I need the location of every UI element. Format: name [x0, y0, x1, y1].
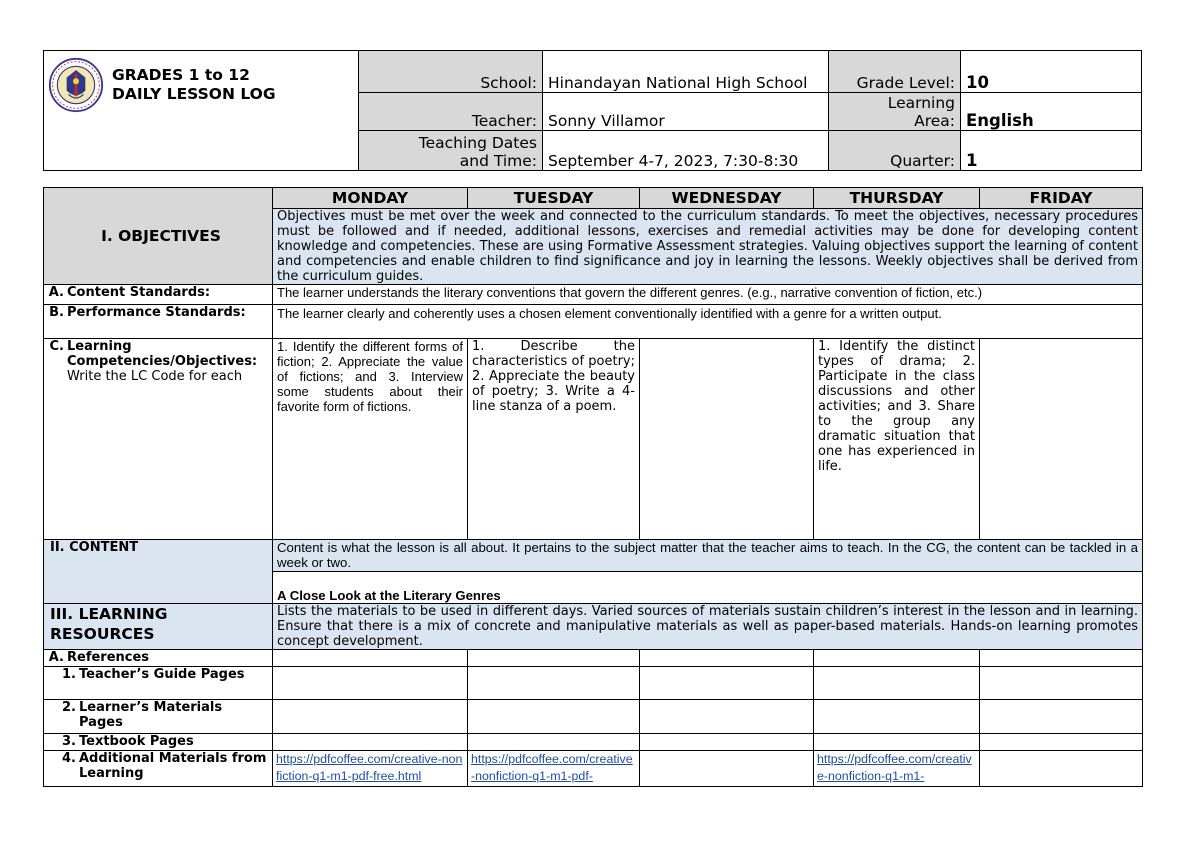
learners-materials-text: Learner’s Materials Pages [79, 700, 223, 730]
learners-materials-num: 2. [62, 700, 76, 715]
grade-level-value: 10 [961, 51, 1142, 93]
textbook-pages-text: Textbook Pages [79, 734, 194, 749]
textbook-wednesday [640, 734, 814, 751]
references-tuesday [468, 650, 640, 667]
content-description: Content is what the lesson is all about. It pertains to the subject matter that the teacher aims to teach. In the CG, the content can be tackled in a week or two. [273, 540, 1143, 572]
content-standards-text: The learner understands the literary conventions that govern the different genres. (e.g., narrative convention of fiction, etc.) [273, 285, 1143, 305]
learners-materials-friday [980, 700, 1143, 734]
teachers-guide-monday [273, 667, 468, 700]
pdfcoffee-link-thursday[interactable]: https://pdfcoffee.com/creative-nonfiction-q1-m1- [817, 752, 972, 783]
day-monday: MONDAY [273, 188, 468, 209]
lc-thursday [814, 339, 980, 540]
additional-materials-wednesday [640, 751, 814, 787]
learners-materials-thursday [814, 700, 980, 734]
references-thursday [814, 650, 980, 667]
lc-tuesday-text: 1. Describe the characteristics of poetry; 2. Appreciate the beauty of poetry; 3. Write a 4-line stanza of a poem. [472, 339, 635, 414]
school-value: Hinandayan National High School [543, 51, 829, 93]
references-wednesday [640, 650, 814, 667]
content-heading: II. CONTENT [44, 540, 273, 604]
lc-wednesday [640, 339, 814, 540]
teacher-value: Sonny Villamor [543, 93, 829, 131]
additional-materials-tuesday [468, 751, 640, 787]
lc-thursday-text: 1. Identify the distinct types of drama; 2. Participate in the class discussions and other activities; and 3. Share to the group any dramatic situation that one has experienced in life. [818, 339, 975, 474]
performance-standards-label [44, 305, 273, 339]
lc-note: Write the LC Code for each [67, 369, 243, 384]
resources-description: Lists the materials to be used in different days. Varied sources of materials sustain children’s interest in the lesson and in learning. Ensure that there is a mix of concrete and manipulative materials as well as paper-based materials. Hands-on learning promotes concept development. [273, 604, 1143, 650]
school-label: School: [359, 51, 543, 93]
logo-title-cell [44, 51, 359, 171]
additional-materials-monday [273, 751, 468, 787]
pdfcoffee-link-tuesday[interactable]: https://pdfcoffee.com/creative-nonfiction-q1-m1-pdf- [471, 752, 633, 783]
day-thursday: THURSDAY [814, 188, 980, 209]
teachers-guide-label [44, 667, 273, 700]
quarter-value: 1 [961, 131, 1142, 171]
learners-materials-label [44, 700, 273, 734]
performance-letter: B. [49, 305, 64, 320]
lc-monday [273, 339, 468, 540]
deped-seal-icon [48, 57, 104, 113]
lc-monday-text: 1. Identify the different forms of fiction; 2. Appreciate the value of fictions; and 3. Interview some students about their favorite form of fictions. [277, 339, 463, 414]
grade-level-label: Grade Level: [829, 51, 961, 93]
lc-letter: C. [49, 339, 64, 354]
teaching-dates-value: September 4-7, 2023, 7:30-8:30 [543, 131, 829, 171]
additional-materials-friday [980, 751, 1143, 787]
title-line-1: GRADES 1 to 12 [112, 66, 250, 84]
teacher-label: Teacher: [359, 93, 543, 131]
references-letter: A. [48, 650, 64, 665]
references-label [44, 650, 273, 667]
additional-materials-label [44, 751, 273, 787]
header-table [43, 50, 1142, 171]
references-monday [273, 650, 468, 667]
objectives-description: Objectives must be met over the week and connected to the curriculum standards. To meet the objectives, necessary procedures must be followed and if needed, additional lessons, exercises and remedial activities may be done for developing content knowledge and competencies. These are using Formative Assessment strategies. Valuing objectives support the learning of content and competencies and enable children to find significance and joy in learning the lessons. Weekly objectives shall be derived from the curriculum guides. [273, 209, 1143, 285]
lesson-table [43, 187, 1143, 787]
lc-tuesday [468, 339, 640, 540]
teachers-guide-thursday [814, 667, 980, 700]
pdfcoffee-link-monday[interactable]: https://pdfcoffee.com/creative-nonfiction-q1-m1-pdf-free.html [276, 752, 463, 783]
textbook-pages-label [44, 734, 273, 751]
textbook-pages-num: 3. [62, 734, 76, 749]
additional-materials-num: 4. [62, 751, 76, 766]
lc-label-text: Learning Competencies/Objectives: [67, 339, 258, 369]
textbook-tuesday [468, 734, 640, 751]
textbook-monday [273, 734, 468, 751]
teachers-guide-friday [980, 667, 1143, 700]
title-line-2: DAILY LESSON LOG [112, 85, 276, 103]
teachers-guide-wednesday [640, 667, 814, 700]
day-friday: FRIDAY [980, 188, 1143, 209]
references-friday [980, 650, 1143, 667]
textbook-friday [980, 734, 1143, 751]
additional-materials-thursday [814, 751, 980, 787]
quarter-label: Quarter: [829, 131, 961, 171]
learning-area-value: English [961, 93, 1142, 131]
learning-area-label: Learning Area: [829, 93, 961, 131]
textbook-thursday [814, 734, 980, 751]
lc-friday [980, 339, 1143, 540]
performance-label-text: Performance Standards: [67, 305, 246, 320]
learning-competencies-label [44, 339, 273, 540]
learners-materials-monday [273, 700, 468, 734]
teachers-guide-tuesday [468, 667, 640, 700]
day-tuesday: TUESDAY [468, 188, 640, 209]
performance-standards-text: The learner clearly and coherently uses a chosen element conventionally identified with a genre for a written output. [273, 305, 1143, 339]
learners-materials-wednesday [640, 700, 814, 734]
resources-heading: III. LEARNING RESOURCES [44, 604, 273, 650]
learners-materials-tuesday [468, 700, 640, 734]
content-standards-letter: A. [48, 285, 64, 300]
day-wednesday: WEDNESDAY [640, 188, 814, 209]
teaching-dates-label: Teaching Dates and Time: [359, 131, 543, 171]
objectives-heading: I. OBJECTIVES [44, 188, 273, 285]
teachers-guide-num: 1. [62, 667, 76, 682]
content-standards-label-text: Content Standards: [67, 285, 211, 300]
content-standards-label [44, 285, 273, 305]
content-topic: A Close Look at the Literary Genres [273, 572, 1143, 604]
additional-materials-text: Additional Materials from Learning [79, 751, 267, 781]
teachers-guide-text: Teacher’s Guide Pages [79, 667, 245, 682]
references-label-text: References [67, 650, 150, 665]
